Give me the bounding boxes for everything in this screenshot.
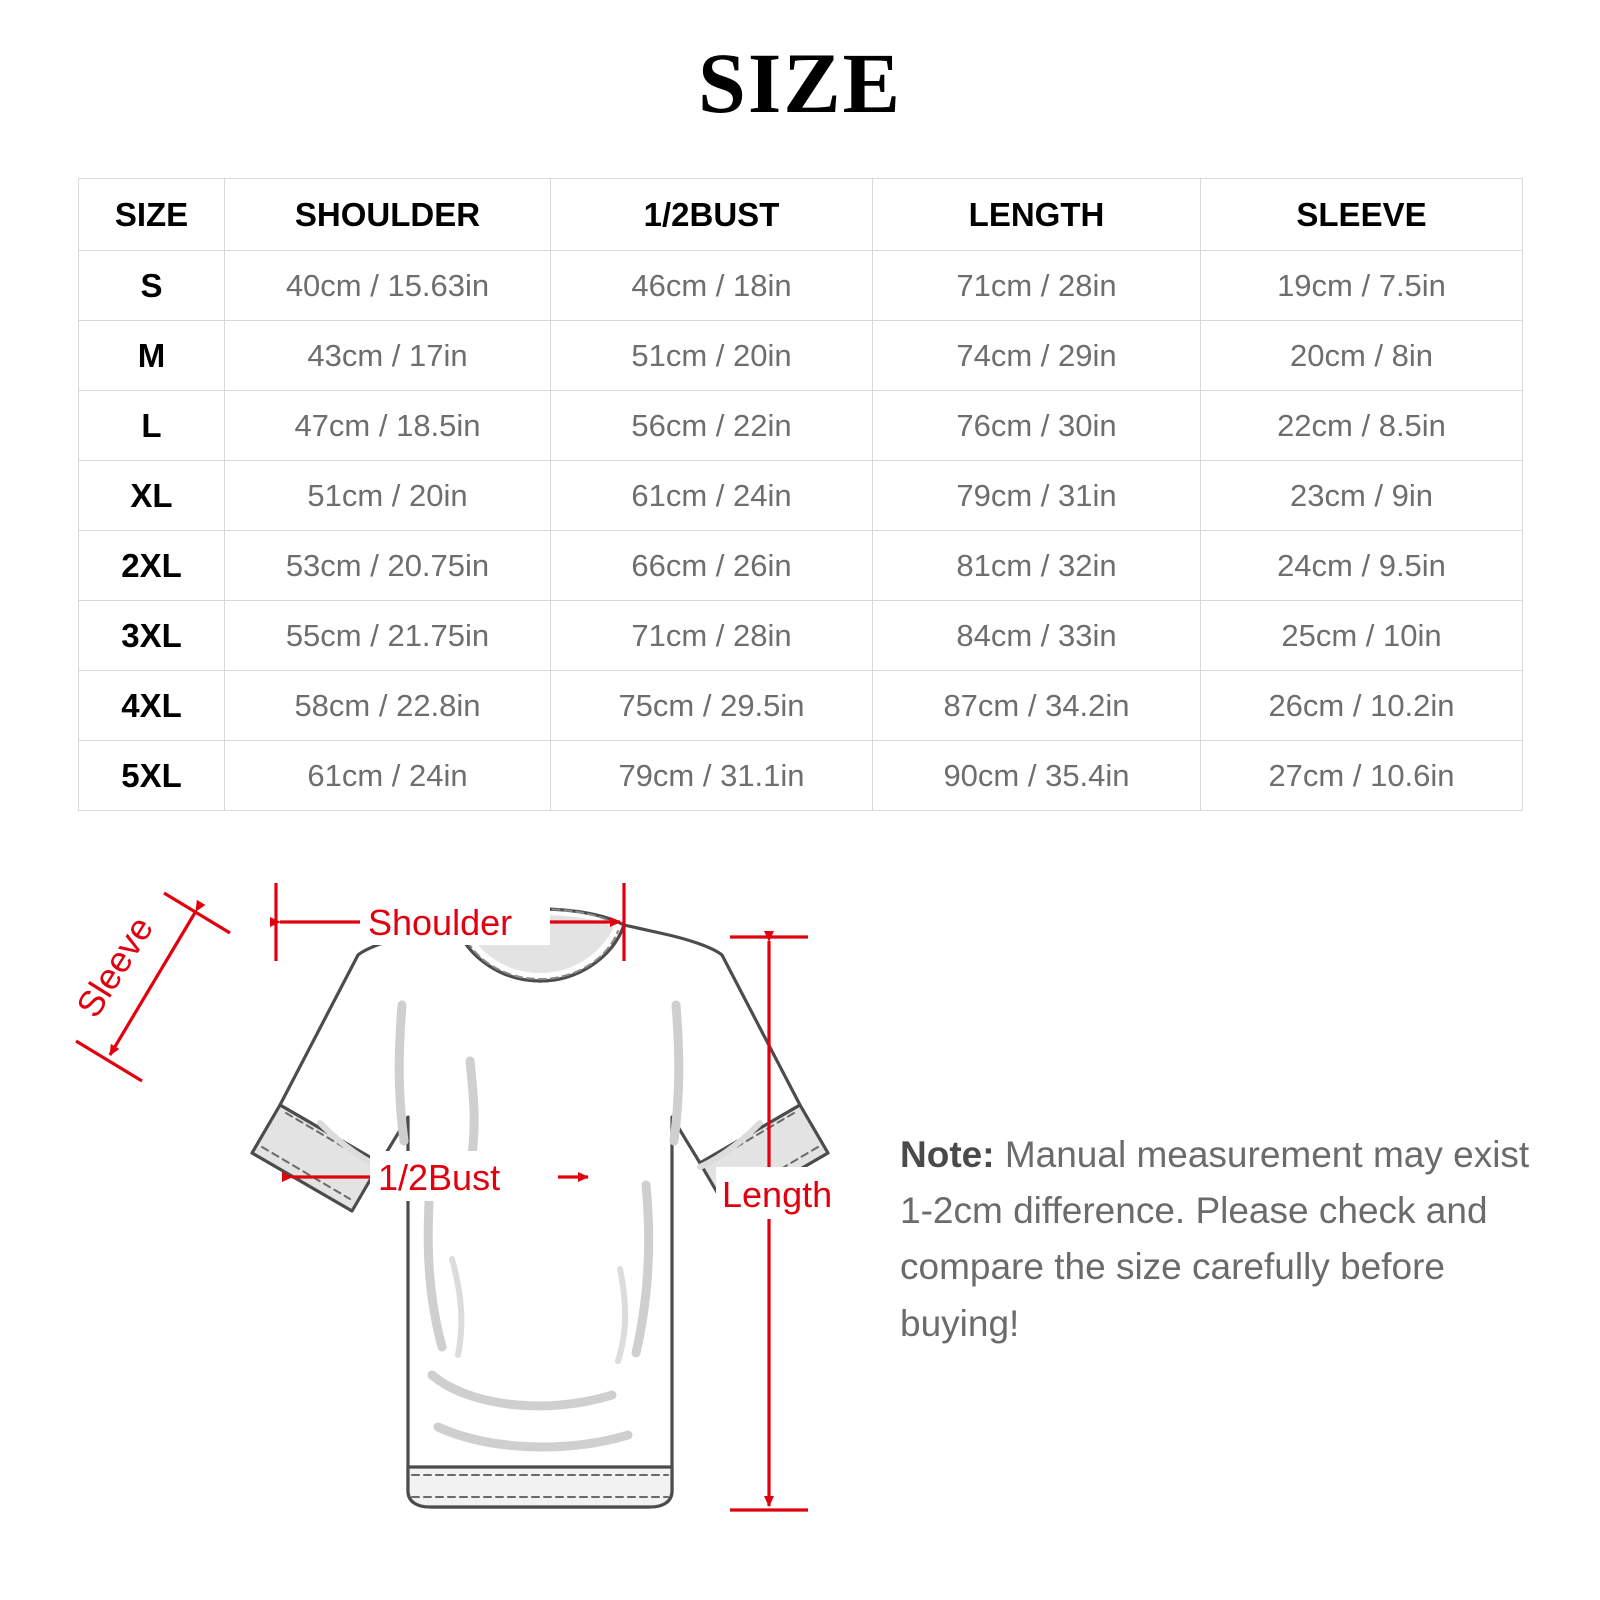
cell-sleeve: 25cm / 10in xyxy=(1201,601,1523,671)
cell-bust: 51cm / 20in xyxy=(551,321,873,391)
cell-shoulder: 55cm / 21.75in xyxy=(225,601,551,671)
note-text xyxy=(900,1127,1540,1352)
column-header-size: SIZE xyxy=(79,179,225,251)
cell-bust: 56cm / 22in xyxy=(551,391,873,461)
table-row xyxy=(79,391,1523,461)
cell-bust: 66cm / 26in xyxy=(551,531,873,601)
column-header-bust: 1/2BUST xyxy=(551,179,873,251)
cell-length: 74cm / 29in xyxy=(873,321,1201,391)
page-title: SIZE xyxy=(697,35,903,131)
cell-size: 5XL xyxy=(79,741,225,811)
bust-label: 1/2Bust xyxy=(378,1157,501,1198)
cell-shoulder: 40cm / 15.63in xyxy=(225,251,551,321)
column-header-shoulder: SHOULDER xyxy=(225,179,551,251)
sleeve-label: Sleeve xyxy=(68,909,162,1025)
cell-sleeve: 22cm / 8.5in xyxy=(1201,391,1523,461)
cell-shoulder: 43cm / 17in xyxy=(225,321,551,391)
cell-length: 81cm / 32in xyxy=(873,531,1201,601)
column-header-sleeve: SLEEVE xyxy=(1201,179,1523,251)
cell-shoulder: 51cm / 20in xyxy=(225,461,551,531)
cell-length: 84cm / 33in xyxy=(873,601,1201,671)
size-table-container xyxy=(78,178,1522,811)
cell-bust: 71cm / 28in xyxy=(551,601,873,671)
column-header-length: LENGTH xyxy=(873,179,1201,251)
cell-bust: 61cm / 24in xyxy=(551,461,873,531)
cell-sleeve: 27cm / 10.6in xyxy=(1201,741,1523,811)
cell-size: 3XL xyxy=(79,601,225,671)
cell-length: 76cm / 30in xyxy=(873,391,1201,461)
cell-size: L xyxy=(79,391,225,461)
cell-size: XL xyxy=(79,461,225,531)
cell-size: M xyxy=(79,321,225,391)
cell-sleeve: 20cm / 8in xyxy=(1201,321,1523,391)
cell-sleeve: 24cm / 9.5in xyxy=(1201,531,1523,601)
shoulder-label: Shoulder xyxy=(368,902,513,943)
cell-sleeve: 19cm / 7.5in xyxy=(1201,251,1523,321)
table-row xyxy=(79,251,1523,321)
cell-length: 71cm / 28in xyxy=(873,251,1201,321)
table-row xyxy=(79,531,1523,601)
cell-size: S xyxy=(79,251,225,321)
cell-size: 4XL xyxy=(79,671,225,741)
table-row xyxy=(79,601,1523,671)
cell-size: 2XL xyxy=(79,531,225,601)
length-label: Length xyxy=(722,1174,833,1215)
cell-bust: 46cm / 18in xyxy=(551,251,873,321)
cell-bust: 75cm / 29.5in xyxy=(551,671,873,741)
cell-shoulder: 61cm / 24in xyxy=(225,741,551,811)
cell-sleeve: 26cm / 10.2in xyxy=(1201,671,1523,741)
note-body: Manual measurement may exist 1-2cm difference. Please check and compare the size carefully before buying! xyxy=(900,1134,1530,1344)
table-row xyxy=(79,671,1523,741)
cell-bust: 79cm / 31.1in xyxy=(551,741,873,811)
cell-length: 90cm / 35.4in xyxy=(873,741,1201,811)
table-row xyxy=(79,461,1523,531)
cell-shoulder: 58cm / 22.8in xyxy=(225,671,551,741)
cell-shoulder: 47cm / 18.5in xyxy=(225,391,551,461)
note-label: Note: xyxy=(900,1134,995,1175)
cell-sleeve: 23cm / 9in xyxy=(1201,461,1523,531)
cell-length: 79cm / 31in xyxy=(873,461,1201,531)
table-row xyxy=(79,741,1523,811)
size-table xyxy=(78,178,1523,811)
cell-length: 87cm / 34.2in xyxy=(873,671,1201,741)
table-header-row xyxy=(79,179,1523,251)
table-row xyxy=(79,321,1523,391)
cell-shoulder: 53cm / 20.75in xyxy=(225,531,551,601)
